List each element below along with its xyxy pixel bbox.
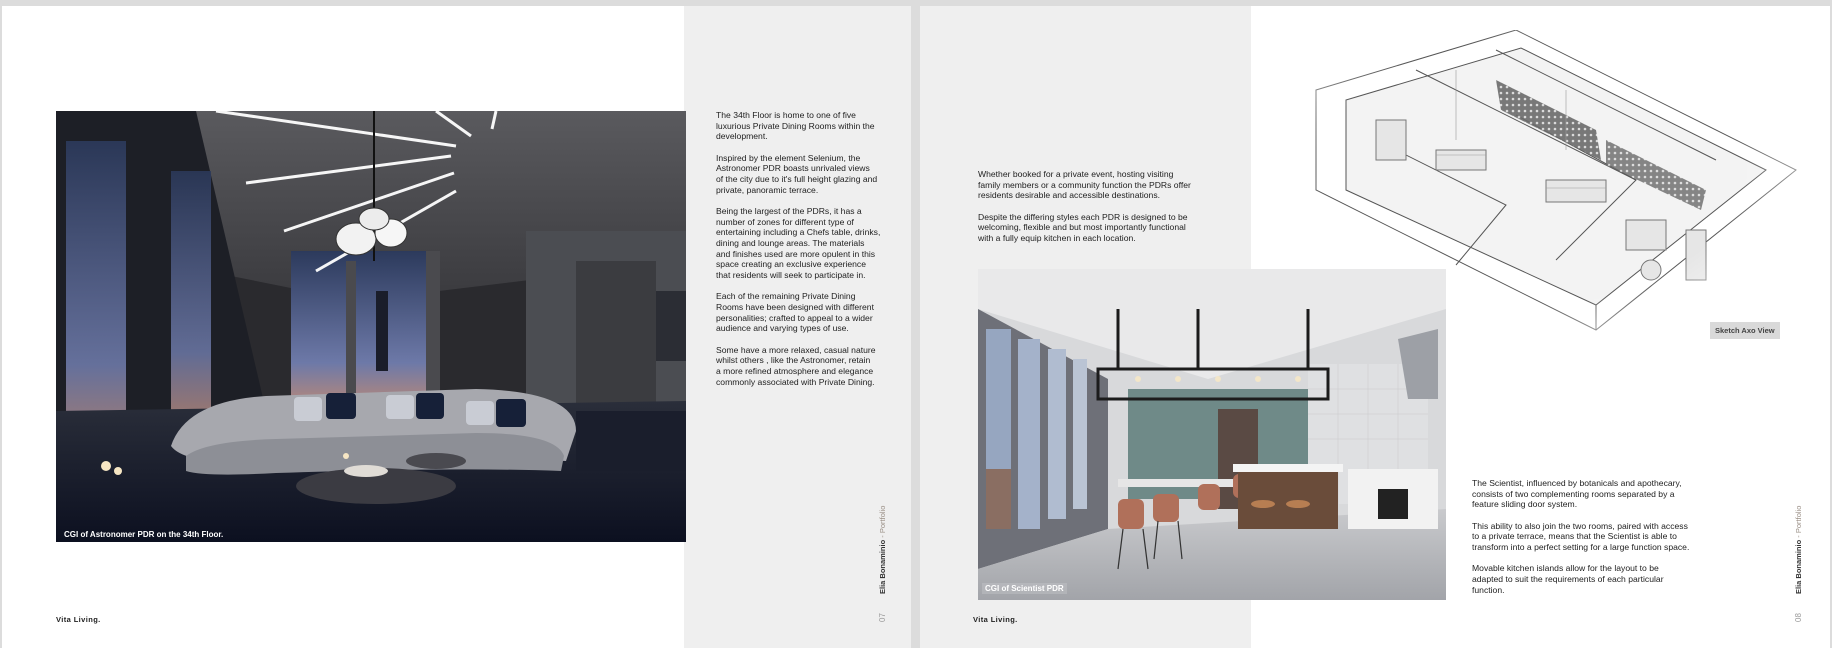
right-page [920,6,1830,648]
left-paragraph-3: Being the largest of the PDRs, it has a number of zones for different type of entertaining including a Chefs table, drinks, dining and lounge areas. The materials and finishes used are more opulent in this space creating an exclusive experience that residents will seek to participate in. [716,205,881,281]
scientist-render [978,269,1446,600]
left-paragraph-5: Some have a more relaxed, casual nature whilst others , like the Astronomer, retain a more refined atmosphere and elegance commonly associated with Private Dining. [716,344,876,387]
left-paragraph-2: Inspired by the element Selenium, the Astronomer PDR boasts unrivaled views of the city due to it's full height glazing and private, panoramic terrace. [716,152,878,195]
right-body-text [1472,478,1702,606]
right-paragraph-2: This ability to also join the two rooms, paired with access to a private terrace, means that the Scientist is able to transform into a perfect setting for a large function space. [1472,520,1690,553]
right-author-label [1794,506,1803,594]
left-author-label [878,506,887,594]
right-footer-brand: Vita Living. [973,615,1018,624]
right-intro-text [978,169,1243,254]
right-intro-paragraph-1: Whether booked for a private event, hosting visiting family members or a community function the PDRs offer residents desirable and accessible destinations. [978,169,1191,201]
scientist-pdr-image [978,269,1446,600]
astronomer-image-caption: CGI of Astronomer PDR on the 34th Floor. [64,530,224,539]
right-label-dash: - [1794,535,1803,538]
sketch-axo-label: Sketch Axo View [1710,322,1780,339]
left-author-name: Elia Bonaminio [878,539,887,594]
right-paragraph-3: Movable kitchen islands allow for the layout to be adapted to suit the requirements of each particular function. [1472,563,1664,595]
left-page [2,6,911,648]
right-paragraph-1: The Scientist, influenced by botanicals and apothecary, consists of two complementing rooms separated by a feature sliding door system. [1472,478,1682,510]
astronomer-pdr-image [56,111,686,542]
right-page-number: 08 [1794,613,1803,622]
right-author-name: Elia Bonaminio [1794,539,1803,594]
left-page-number: 07 [878,613,887,622]
left-paragraph-4: Each of the remaining Private Dining Rooms have been designed with different personalities; crafted to appeal to a wider audience and varying types of use. [716,291,874,334]
left-portfolio-word: Portfolio [878,505,887,534]
left-body-text [716,110,906,398]
scientist-image-caption: CGI of Scientist PDR [982,583,1067,594]
left-paragraph-1: The 34th Floor is home to one of five luxurious Private Dining Rooms within the development. [716,110,875,142]
astronomer-render [56,111,686,542]
left-label-dash: - [878,535,887,538]
right-intro-paragraph-2: Despite the differing styles each PDR is designed to be welcoming, flexible and but most importantly functional with a fully equip kitchen in each location. [978,211,1188,244]
left-footer-brand: Vita Living. [56,615,101,624]
right-portfolio-word: Portfolio [1794,505,1803,534]
